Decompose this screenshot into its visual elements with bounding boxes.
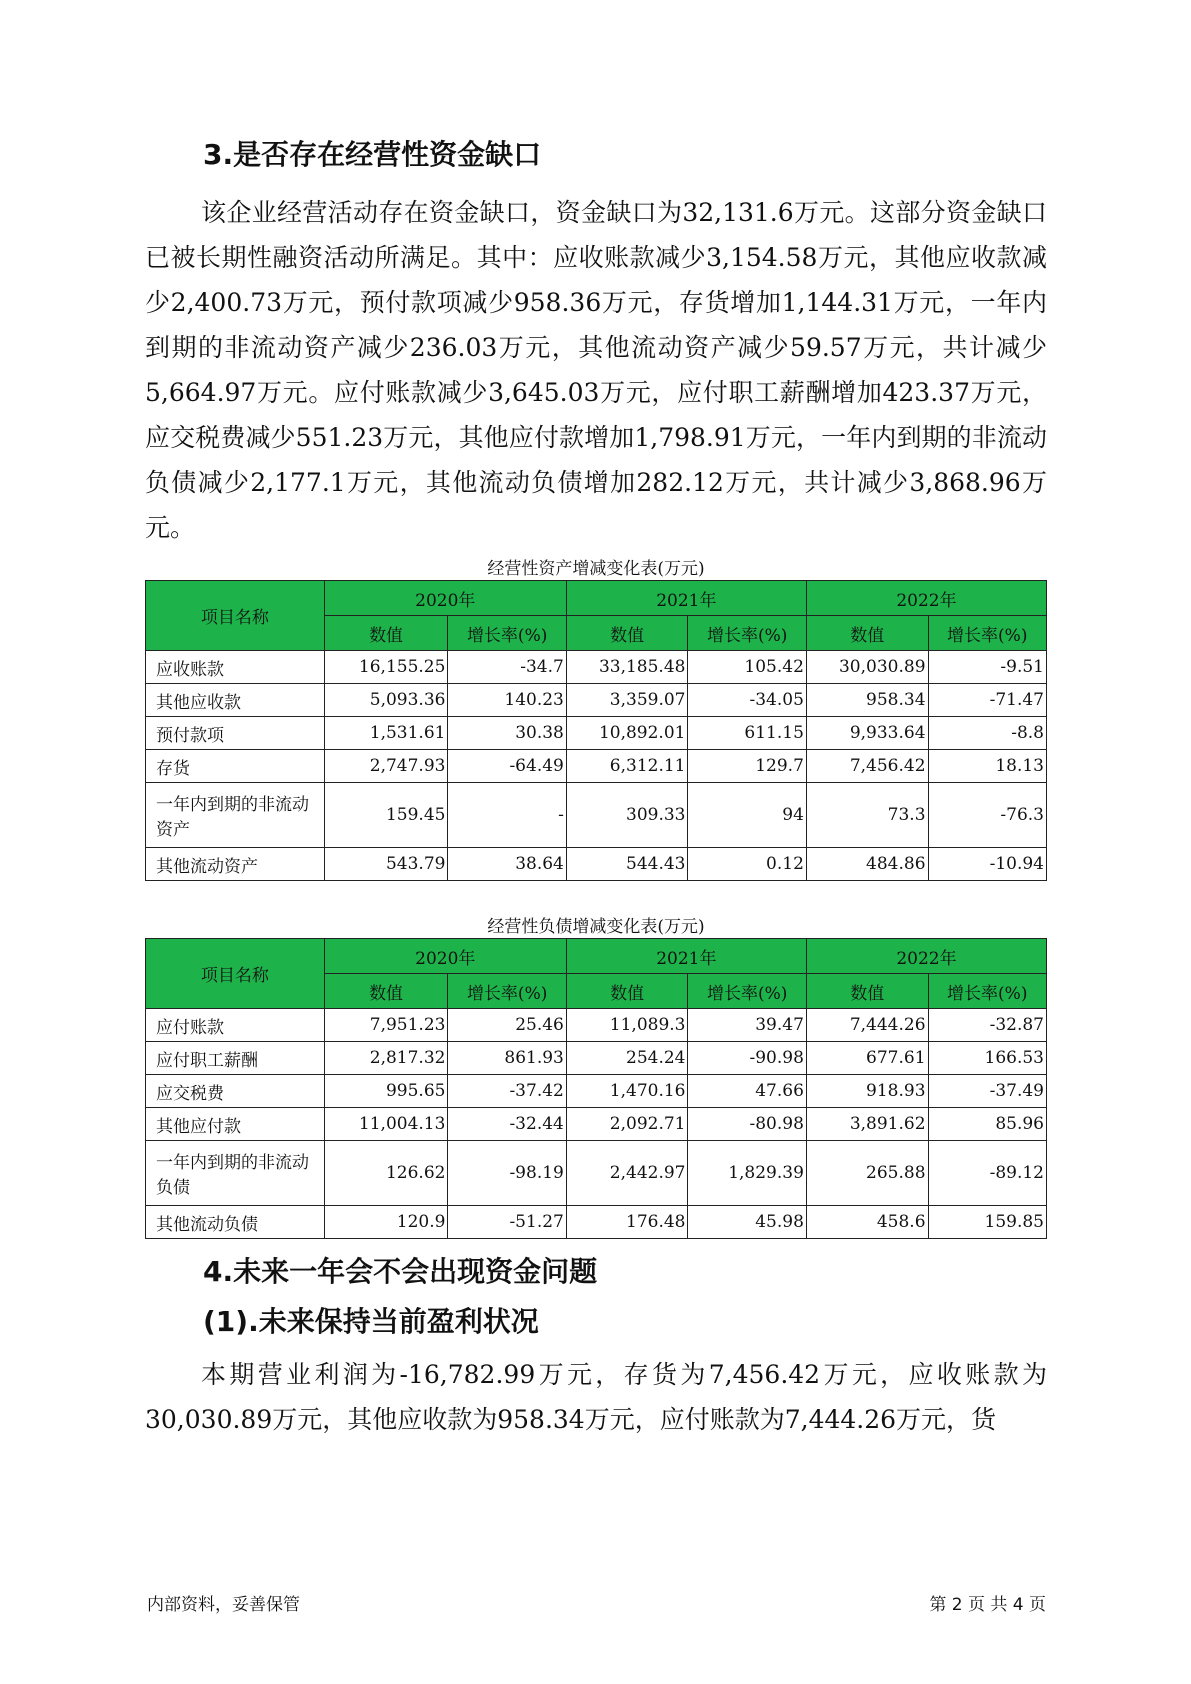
growth-cell: 85.96 xyxy=(928,1108,1046,1141)
growth-cell: -9.51 xyxy=(928,651,1046,684)
year-header: 2021年 xyxy=(566,939,806,974)
growth-cell: -90.98 xyxy=(688,1042,806,1075)
year-header: 2022年 xyxy=(806,581,1046,616)
value-cell: 1,531.61 xyxy=(324,717,448,750)
growth-cell: 25.46 xyxy=(448,1009,566,1042)
growth-cell: - xyxy=(448,783,566,848)
row-label: 预付款项 xyxy=(146,717,325,750)
table-row xyxy=(146,1042,1047,1075)
value-cell: 73.3 xyxy=(806,783,928,848)
section4-title: 4.未来一年会不会出现资金问题 xyxy=(203,1255,598,1288)
growth-cell: -64.49 xyxy=(448,750,566,783)
table-row xyxy=(146,783,1047,848)
value-cell: 16,155.25 xyxy=(324,651,448,684)
footer-page-number: 第 2 页 共 4 页 xyxy=(929,1595,1046,1615)
item-name-header: 项目名称 xyxy=(146,939,325,1009)
value-cell: 677.61 xyxy=(806,1042,928,1075)
growth-cell: 105.42 xyxy=(688,651,806,684)
value-cell: 159.45 xyxy=(324,783,448,848)
table-row xyxy=(146,1108,1047,1141)
value-cell: 458.6 xyxy=(806,1206,928,1239)
growth-cell: 166.53 xyxy=(928,1042,1046,1075)
value-header: 数值 xyxy=(324,616,448,651)
growth-cell: -37.42 xyxy=(448,1075,566,1108)
row-label: 应收账款 xyxy=(146,651,325,684)
value-cell: 958.34 xyxy=(806,684,928,717)
growth-cell: 18.13 xyxy=(928,750,1046,783)
value-header: 数值 xyxy=(806,974,928,1009)
growth-cell: 39.47 xyxy=(688,1009,806,1042)
value-header: 数值 xyxy=(806,616,928,651)
growth-cell: 45.98 xyxy=(688,1206,806,1239)
value-cell: 543.79 xyxy=(324,848,448,881)
growth-cell: -80.98 xyxy=(688,1108,806,1141)
growth-cell: -32.44 xyxy=(448,1108,566,1141)
growth-cell: -89.12 xyxy=(928,1141,1046,1206)
year-header: 2020年 xyxy=(324,581,566,616)
growth-header: 增长率(%) xyxy=(448,616,566,651)
growth-cell: -98.19 xyxy=(448,1141,566,1206)
year-header: 2022年 xyxy=(806,939,1046,974)
value-cell: 5,093.36 xyxy=(324,684,448,717)
value-cell: 9,933.64 xyxy=(806,717,928,750)
assets-table xyxy=(145,580,1047,881)
growth-cell: -76.3 xyxy=(928,783,1046,848)
value-cell: 254.24 xyxy=(566,1042,688,1075)
row-label: 应付账款 xyxy=(146,1009,325,1042)
growth-cell: -51.27 xyxy=(448,1206,566,1239)
year-header: 2020年 xyxy=(324,939,566,974)
growth-cell: 140.23 xyxy=(448,684,566,717)
value-cell: 11,004.13 xyxy=(324,1108,448,1141)
item-name-header: 项目名称 xyxy=(146,581,325,651)
value-cell: 1,470.16 xyxy=(566,1075,688,1108)
growth-cell: -10.94 xyxy=(928,848,1046,881)
value-cell: 2,817.32 xyxy=(324,1042,448,1075)
value-cell: 2,442.97 xyxy=(566,1141,688,1206)
value-cell: 995.65 xyxy=(324,1075,448,1108)
value-cell: 3,359.07 xyxy=(566,684,688,717)
value-cell: 2,092.71 xyxy=(566,1108,688,1141)
year-header: 2021年 xyxy=(566,581,806,616)
row-label: 其他应收款 xyxy=(146,684,325,717)
growth-cell: 861.93 xyxy=(448,1042,566,1075)
growth-cell: 1,829.39 xyxy=(688,1141,806,1206)
growth-cell: 129.7 xyxy=(688,750,806,783)
growth-header: 增长率(%) xyxy=(688,616,806,651)
growth-header: 增长率(%) xyxy=(448,974,566,1009)
table1-caption: 经营性资产增减变化表(万元) xyxy=(487,559,705,579)
row-label: 存货 xyxy=(146,750,325,783)
value-cell: 30,030.89 xyxy=(806,651,928,684)
value-cell: 33,185.48 xyxy=(566,651,688,684)
value-header: 数值 xyxy=(566,974,688,1009)
growth-cell: -71.47 xyxy=(928,684,1046,717)
growth-cell: -8.8 xyxy=(928,717,1046,750)
value-cell: 6,312.11 xyxy=(566,750,688,783)
table-row xyxy=(146,848,1047,881)
value-header: 数值 xyxy=(324,974,448,1009)
value-cell: 2,747.93 xyxy=(324,750,448,783)
growth-cell: 159.85 xyxy=(928,1206,1046,1239)
growth-cell: 0.12 xyxy=(688,848,806,881)
growth-cell: 94 xyxy=(688,783,806,848)
value-cell: 7,444.26 xyxy=(806,1009,928,1042)
value-header: 数值 xyxy=(566,616,688,651)
value-cell: 3,891.62 xyxy=(806,1108,928,1141)
value-cell: 120.9 xyxy=(324,1206,448,1239)
table-row xyxy=(146,717,1047,750)
liabilities-table xyxy=(145,938,1047,1239)
growth-cell: 38.64 xyxy=(448,848,566,881)
table-row xyxy=(146,651,1047,684)
row-label: 一年内到期的非流动负债 xyxy=(146,1141,325,1206)
value-cell: 7,951.23 xyxy=(324,1009,448,1042)
row-label: 其他流动负债 xyxy=(146,1206,325,1239)
section3-title: 3.是否存在经营性资金缺口 xyxy=(203,138,542,171)
table-row xyxy=(146,750,1047,783)
table-row xyxy=(146,1141,1047,1206)
value-cell: 484.86 xyxy=(806,848,928,881)
table-row xyxy=(146,1206,1047,1239)
section4-paragraph: 本期营业利润为-16,782.99万元，存货为7,456.42万元，应收账款为30,030.89万元，其他应收款为958.34万元，应付账款为7,444.26万元，货 xyxy=(145,1360,1047,1434)
growth-cell: 47.66 xyxy=(688,1075,806,1108)
value-cell: 10,892.01 xyxy=(566,717,688,750)
row-label: 一年内到期的非流动资产 xyxy=(146,783,325,848)
growth-cell: -34.05 xyxy=(688,684,806,717)
table2-body xyxy=(146,1009,1047,1239)
table1-body xyxy=(146,651,1047,881)
table-row xyxy=(146,1075,1047,1108)
growth-cell: 611.15 xyxy=(688,717,806,750)
growth-cell: -37.49 xyxy=(928,1075,1046,1108)
row-label: 应交税费 xyxy=(146,1075,325,1108)
row-label: 应付职工薪酬 xyxy=(146,1042,325,1075)
row-label: 其他流动资产 xyxy=(146,848,325,881)
section4-subtitle: (1).未来保持当前盈利状况 xyxy=(203,1305,539,1338)
value-cell: 11,089.3 xyxy=(566,1009,688,1042)
value-cell: 7,456.42 xyxy=(806,750,928,783)
growth-header: 增长率(%) xyxy=(688,974,806,1009)
value-cell: 126.62 xyxy=(324,1141,448,1206)
footer-confidential-note: 内部资料，妥善保管 xyxy=(147,1595,300,1615)
value-cell: 544.43 xyxy=(566,848,688,881)
table-row xyxy=(146,684,1047,717)
table2-caption: 经营性负债增减变化表(万元) xyxy=(487,917,705,937)
row-label: 其他应付款 xyxy=(146,1108,325,1141)
value-cell: 918.93 xyxy=(806,1075,928,1108)
growth-cell: -32.87 xyxy=(928,1009,1046,1042)
growth-cell: -34.7 xyxy=(448,651,566,684)
growth-header: 增长率(%) xyxy=(928,974,1046,1009)
growth-header: 增长率(%) xyxy=(928,616,1046,651)
value-cell: 309.33 xyxy=(566,783,688,848)
value-cell: 265.88 xyxy=(806,1141,928,1206)
growth-cell: 30.38 xyxy=(448,717,566,750)
table-row xyxy=(146,1009,1047,1042)
value-cell: 176.48 xyxy=(566,1206,688,1239)
section3-paragraph: 该企业经营活动存在资金缺口，资金缺口为32,131.6万元。这部分资金缺口已被长期性融资活动所满足。其中：应收账款减少3,154.58万元，其他应收款减少2,400.73万元，预付款项减少958.36万元，存货增加1,144.31万元，一年内到期的非流动资产减少236.03万元，其他流动资产减少59.57万元，共计减少5,664.97万元。应付账款减少3,645.03万元，应付职工薪酬增加423.37万元，应交税费减少551.23万元，其他应付款增加1,798.91万元，一年内到期的非流动负债减少2,177.1万元，其他流动负债增加282.12万元，共计减少3,868.96万元。 xyxy=(145,198,1047,542)
